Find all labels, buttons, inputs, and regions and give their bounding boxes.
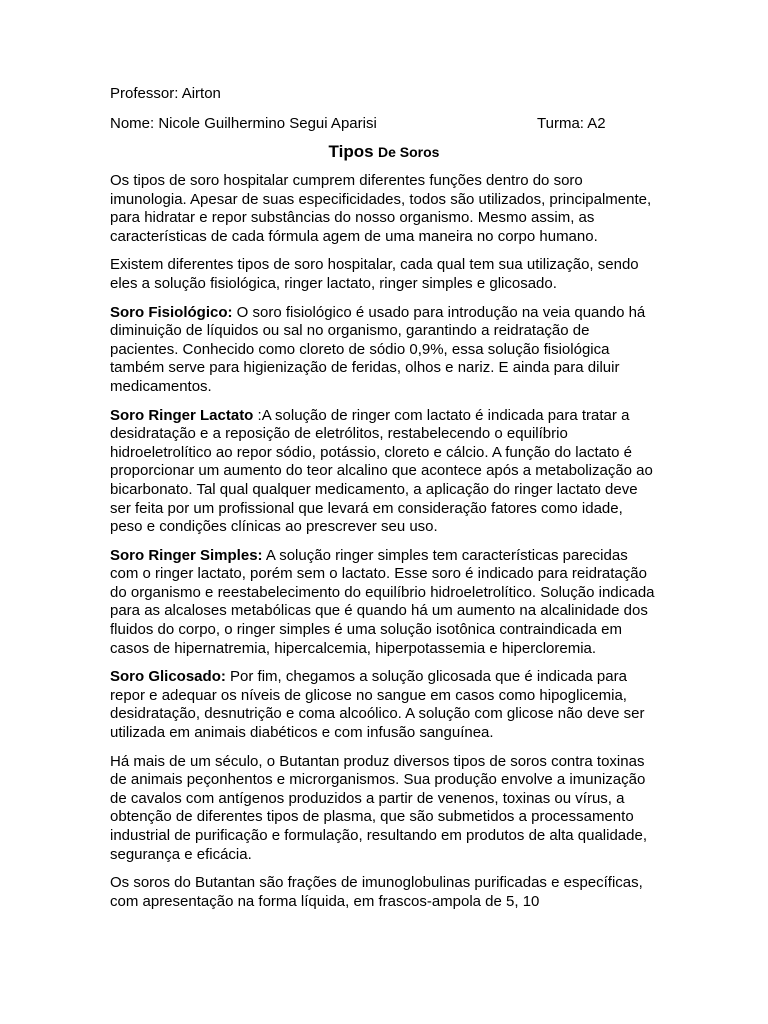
- label-ringer-lactato: Soro Ringer Lactato: [110, 406, 254, 424]
- paragraph-intro: Os tipos de soro hospitalar cumprem diferentes funções dentro do soro imunologia. Apesar de suas especificidades, todos são utilizados, principalmente, para hidratar e repor substâncias do nosso organismo. Mesmo assim, as características de cada fórmula agem de uma maneira no corpo humano.: [110, 172, 652, 245]
- paragraph-ringer-simples: [110, 547, 658, 659]
- paragraph-butantan: Há mais de um século, o Butantan produz diversos tipos de soros contra toxinas de animais peçonhentos e microrganismos. Sua produção envolve a imunização de cavalos com antígenos produzidos a partir de venenos, toxinas ou vírus, a obtenção de diferentes tipos de plasma, que são submetidos a processamento industrial de purificação e formulação, resultando em produtos de alta qualidade, segurança e eficácia.: [110, 752, 647, 863]
- text-soro-glicosado: Por fim, chegamos a solução glicosada que é indicada para repor e adequar os níveis de glicose no sangue em casos como hipoglicemia, desidratação, desnutrição e coma alcoólico. A solução com glicose não deve ser utilizada em animais diabéticos e com infusão sanguínea.: [110, 668, 645, 742]
- paragraph-soro-glicosado: [110, 668, 658, 742]
- text-soro-fisiologico: O soro fisiológico é usado para introdução na veia quando há diminuição de líquidos ou sal no organismo, garantindo a reidratação de pacientes. Conhecido como cloreto de sódio 0,9%, essa solução fisiológica também serve para higienização de feridas, olhos e nariz. E ainda para diluir medicamentos.: [110, 303, 646, 395]
- text-ringer-simples: A solução ringer simples tem características parecidas com o ringer lactato, porém sem o lactato. Esse soro é indicado para reidratação do organismo e reestabelecimento do equilíbrio hidroeletrolítico. Solução indicada para as alcaloses metabólicas que é quando há um aumento na alcalinidade dos fluidos do corpo, o ringer simples é uma solução isotônica contraindicada em casos de hipernatremia, hipercalcemia, hiperpotassemia e hipercloremia.: [110, 546, 655, 657]
- student-name-line: Nome: Nicole Guilhermino Segui Aparisi: [110, 115, 377, 132]
- document-title: [0, 141, 768, 164]
- professor-line: Professor: Airton: [110, 85, 221, 102]
- label-soro-glicosado: Soro Glicosado:: [110, 668, 226, 686]
- document-body: [110, 172, 658, 921]
- label-ringer-simples: Soro Ringer Simples:: [110, 546, 263, 564]
- label-soro-fisiologico: Soro Fisiológico:: [110, 303, 233, 321]
- paragraph-soro-fisiologico: [110, 304, 658, 397]
- text-ringer-lactato: :A solução de ringer com lactato é indicada para tratar a desidratação e a reposição de eletrólitos, restabelecendo o equilíbrio hidroeletrolítico ao repor sódio, potássio, cloreto e cálcio. A função do lactato é proporcionar um aumento do teor alcalino que acontece após a metabolização ao bicarbonato. Tal qual qualquer medicamento, a aplicação do ringer lactato deve ser feita por um profissional que levará em consideração fatores como idade, peso e condições clínicas ao prescrever seu uso.: [110, 406, 653, 536]
- paragraph-types: Existem diferentes tipos de soro hospitalar, cada qual tem sua utilização, sendo eles a solução fisiológica, ringer lactato, ringer simples e glicosado.: [110, 256, 639, 292]
- class-line: Turma: A2: [537, 115, 606, 132]
- title-part-1: Tipos: [328, 142, 374, 161]
- paragraph-butantan-soros: Os soros do Butantan são frações de imunoglobulinas purificadas e específicas, com apresentação na forma líquida, em frascos-ampola de 5, 10: [110, 874, 643, 910]
- paragraph-ringer-lactato: [110, 407, 658, 537]
- title-part-2: De Soros: [378, 144, 440, 160]
